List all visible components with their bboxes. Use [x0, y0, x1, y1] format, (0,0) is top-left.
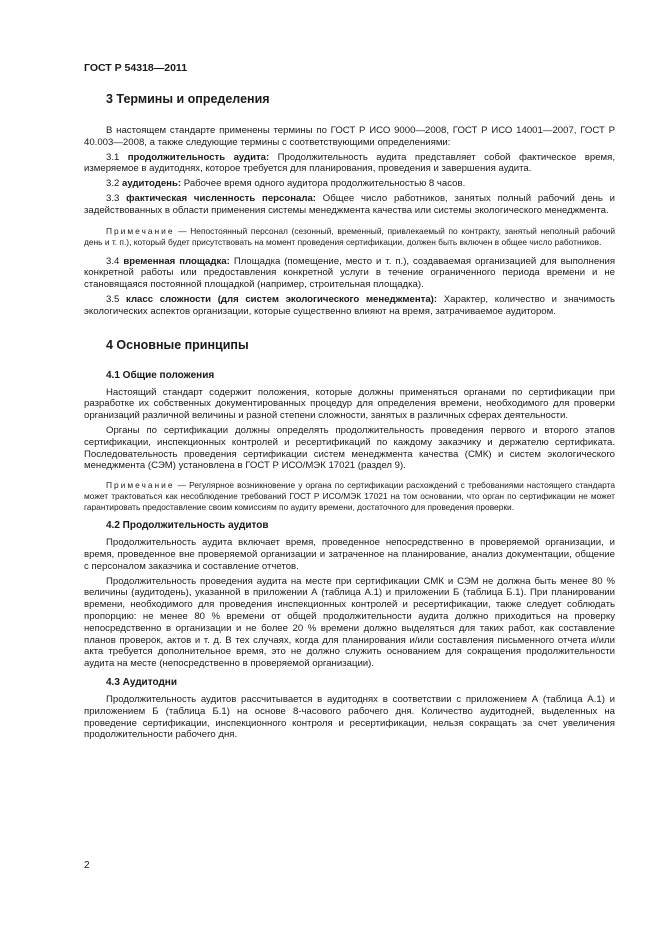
term-3-3	[84, 193, 615, 217]
term-number: 3.2	[106, 178, 120, 190]
term-number: 3.5	[106, 293, 120, 305]
term-definition: Общее число работников, занятых полный рабочий день и задействованных в области применения системы менеджмента качества или системы экологического менеджмента.	[84, 192, 616, 216]
page-number: 2	[84, 860, 90, 871]
subsection-4-3-heading: 4.3 Аудитодни	[106, 676, 177, 688]
term-definition: Продолжительность аудита представляет собой фактическое время, измеряемое в аудитоднях, которое требуется для планирования, проведения и завершения аудита.	[84, 151, 615, 175]
standard-header: ГОСТ Р 54318—2011	[84, 62, 188, 74]
term-definition: Рабочее время одного аудитора продолжительностью 8 часов.	[183, 178, 466, 190]
term-definition: Характер, количество и значимость экологических аспектов организации, которые существенно влияют на время, затрачиваемое аудитором.	[84, 293, 616, 317]
subsection-4-1-paragraph-1: Настоящий стандарт содержит положения, которые должны применяться органами по сертификации при разработке их собственных документированных процедур для определения времени, необходимого для проверки организаций различной величины и разной степени сложности, занятых в различных сферах деятельности.	[84, 386, 615, 422]
subsection-4-1-note	[84, 480, 615, 513]
term-definition: Площадка (помещение, место и т. п.), создаваемая организацией для выполнения конкретной работы или предоставления конкретной услуги в течение ограниченного периода времени и не становящаяся постоянной площадкой (например, строительная площадка).	[84, 255, 616, 291]
note-label: Примечание	[106, 225, 175, 236]
term-number: 3.3	[106, 192, 120, 204]
note-label: Примечание	[106, 480, 175, 491]
term-3-4	[84, 256, 615, 291]
subsection-4-3-paragraph-1: Продолжительность аудитов рассчитывается в аудитоднях в соответствии с приложением А (таблица А.1) и приложением Б (таблица Б.1) на основе 8-часового рабочего дня. Количество аудитодней, выделенных на проведение сертификации, инспекционного контроля и ресертификации, нельзя сокращать за счет увеличения продолжительности рабочего дня.	[84, 693, 615, 741]
section-3-note	[84, 226, 615, 248]
subsection-4-1-heading: 4.1 Общие положения	[106, 369, 215, 381]
term-name: временная площадка:	[123, 255, 230, 267]
subsection-4-2-heading: 4.2 Продолжительность аудитов	[106, 520, 269, 532]
term-number: 3.1	[106, 151, 120, 163]
term-name: класс сложности (для систем экологического менеджмента):	[126, 293, 438, 305]
subsection-4-2-paragraph-2: Продолжительность проведения аудита на месте при сертификации СМК и СЭМ не должна быть менее 80 % величины (аудитодень), указанной в приложении А (таблица А.1) и приложении Б (таблица Б.1). При планировании времени, необходимого для проведения инспекционных контролей и ресертификации, также следует соблюдать пропорцию: не менее 80 % времени от общей продолжительности аудита должно приходиться на проверку непосредственно в организации и не более 20 % времени должно выделяться для таких работ, как составление планов проверок, актов и т. д. В тех случаях, когда для планирования и/или составления письменного отчета и/или акта требуется дополнительное время, это не должно служить основанием для сокращения продолжительности аудита на месте (непосредственно в проверяемой организации).	[84, 575, 615, 670]
term-3-5	[84, 294, 615, 318]
term-name: продолжительность аудита:	[127, 151, 270, 163]
term-3-1	[84, 152, 615, 176]
section-3-intro: В настоящем стандарте применены термины по ГОСТ Р ИСО 9000—2008, ГОСТ Р ИСО 14001—2007, ГОСТ Р 40.003—2008, а также следующие термины с соответствующими определениями:	[84, 125, 615, 148]
note-text: — Регулярное возникновение у органа по сертификации расхождений с требованиями настоящего стандарта может трактоваться как несоблюдение требований ГОСТ Р ИСО/МЭК 17021 на том основании, что орган по сертификации не может гарантировать предоставление своим комиссиям по аудиту времени, достаточного для проведения проверки.	[84, 480, 616, 513]
subsection-4-2-paragraph-1: Продолжительность аудита включает время, проведенное непосредственно в проверяемой организации, и время, проведенное вне проверяемой организации и затраченное на планирование, анализ документации, общение с персоналом заказчика и составление отчетов.	[84, 537, 615, 572]
section-4-heading: 4 Основные принципы	[106, 337, 249, 352]
term-name: аудитодень:	[122, 178, 182, 190]
term-name: фактическая численность персонала:	[126, 192, 316, 204]
section-3-heading: 3 Термины и определения	[106, 92, 270, 106]
page-content	[84, 62, 615, 741]
term-3-2	[84, 178, 615, 190]
subsection-4-1-paragraph-2: Органы по сертификации должны определять продолжительность проведения первого и второго этапов сертификации, инспекционных контролей и ресертификаций по каждому заказчику и держателю сертификата. Последовательность проведения сертификации систем менеджмента качества (СМК) и систем экологического менеджмента (СЭМ) установлена в ГОСТ Р ИСО/МЭК 17021 (раздел 9).	[84, 424, 615, 472]
note-text: — Непостоянный персонал (сезонный, временный, привлекаемый по контракту, занятый неполный рабочий день и т. п.), который будет присутствовать на момент проведения сертификации, должен быть включен в общее число работников.	[84, 225, 616, 247]
term-number: 3.4	[106, 255, 120, 267]
